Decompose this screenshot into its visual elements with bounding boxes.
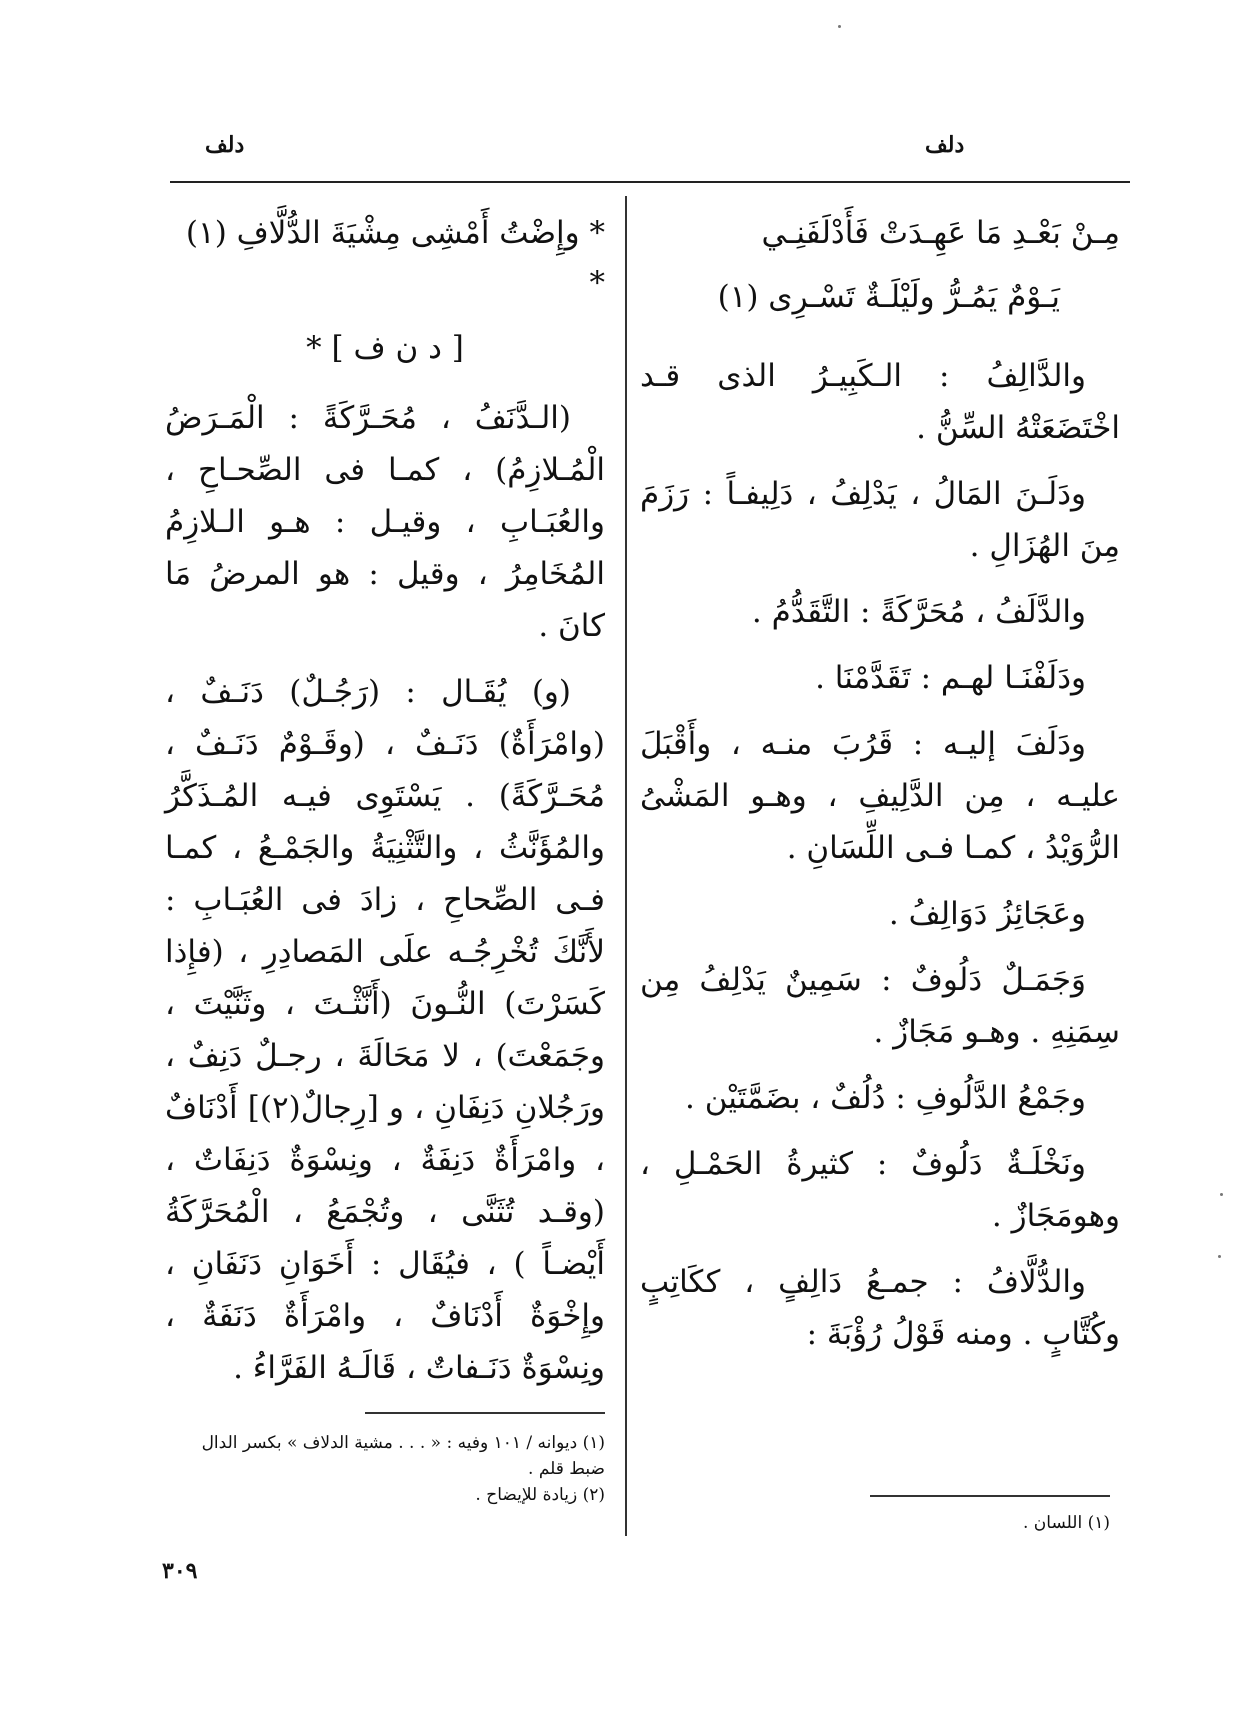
paragraph: (و) يُقَـال : (رَجُـلٌ) دَنَـفٌ ، (وامْرَأَةٌ) دَنَـفٌ ، (وقَـوْمٌ دَنَـفٌ ، مُحَـرَّكَةً) . يَسْتَوِى فيـه المُـذَكَّرُ والمُؤَنَّثُ ، والتَّثْنِيَةُ والجَمْـعُ ، كمـا فـى الصِّحاحِ ، زادَ فى العُبَـابِ : لأَنَّكَ تُخْرِجُـه علَى المَصادِرِ ، (فإِذا كَسَرْتَ) النُّـونَ (أَنَّثْـتَ ، وثَنَّيْتَ ، وجَمَعْتَ) ، لا مَحَالَةَ ، رجـلٌ دَنِفٌ ، ورَجُلانِ دَنِفَانِ ، و [رِجالٌ(٢)] أَدْنَافٌ ، وامْرَأَةٌ دَنِفَةٌ ، ونِسْوَةٌ دَنِفَاتٌ ، (وقـد تُثَنَّى ، وتُجْمَعُ ، الْمُحَرَّكَةُ أَيْضـاً ) ، فيُقَال : أَخَوَانِ دَنَفَانِ ، وإِخْوَةٌ أَدْنَافٌ ، وامْرَأَةٌ دَنَفَةٌ ، ونِسْوَةٌ دَنَـفاتٌ ، قَالَـهُ الفَرَّاءُ . [165, 674, 606, 1386]
paragraph: وعَجَائِزُ دَوَالِفُ . [888, 896, 1086, 932]
header-word-right: دلف [925, 132, 965, 158]
paragraph: والدَّالِفُ : الـكَبِيـرُ الذى قـد اخْتَضَعَتْهُ السِّنُّ . [640, 358, 1120, 446]
footnotes-left [165, 1430, 605, 1508]
paragraph: ودَلَفْنَـا لهـم : تَقَدَّمْنَا . [815, 660, 1086, 696]
paragraph: (الـدَّنَفُ ، مُحَـرَّكَةً : الْمَـرَضُ الْمُـلازِمُ) ، كمـا فى الصِّحـاحِ ، والعُبَـابِ ، وقيـل : هـو الـلازِمُ المُخَامِرُ ، وقيل : هو المرضُ مَا كانَ . [165, 400, 605, 644]
footnote-rule [870, 1495, 1110, 1497]
header-rule [170, 181, 1130, 183]
paragraph: ودَلَـنَ المَالُ ، يَدْلِفُ ، دَلِيفـاً : رَزَمَ مِنَ الهُزَالِ . [640, 476, 1120, 564]
entry-heading: [ د ن ف ] * [306, 330, 464, 366]
footnote-rule [365, 1412, 605, 1414]
scan-speck [1220, 1193, 1223, 1196]
paragraph: والدُّلَّافُ : جمـعُ دَالِفٍ ، ككَاتِبٍ وكُتَّابٍ . ومنه قَوْلُ رُؤْبَةَ : [640, 1264, 1120, 1352]
verse-line: مِـنْ بَعْـدِ مَا عَهِـدَتْ فَأَدْلَفَنِـي [761, 215, 1120, 251]
footnote: (١) اللسان . [1023, 1513, 1110, 1533]
column-divider [625, 196, 627, 1536]
paragraph: وَجَمَـلٌ دَلُوفٌ : سَمِينٌ يَدْلِفُ مِن سِمَنِهِ . وهـو مَجَازٌ . [640, 962, 1120, 1050]
paragraph: والدَّلَفُ ، مُحَرَّكَةً : التَّقَدُّمُ . [751, 594, 1086, 630]
footnote: (١) ديوانه / ١٠١ وفيه : « . . . مشية الدلاف » بكسر الدال ضبط قلم . [201, 1433, 605, 1479]
left-column [165, 208, 605, 1408]
footnote: (٢) زيادة للإيضاح . [475, 1485, 605, 1505]
right-column [640, 208, 1120, 1374]
scan-speck [1218, 1255, 1221, 1258]
paragraph: وجَمْعُ الدَّلُوفِ : دُلُفٌ ، بضَمَّتَيْن . [685, 1080, 1086, 1116]
page-number: ٣٠٩ [162, 1558, 198, 1584]
paragraph: ودَلَفَ إليـه : قَرُبَ منـه ، وأَقْبَلَ عليـه ، مِن الدَّلِيفِ ، وهـو المَشْىُ الرُّوَيْدُ ، كمـا فـى اللِّسَانِ . [640, 726, 1120, 866]
verse-line: يَـوْمٌ يَمُـرُّ ولَيْلَـةٌ تَسْـرِى (١) [717, 279, 1060, 315]
paragraph: ونَخْلَـةٌ دَلُوفٌ : كثيرةُ الحَمْـلِ ، وهومَجَازٌ . [640, 1146, 1120, 1234]
header-word-left: دلف [205, 132, 245, 158]
footnotes-right [640, 1510, 1110, 1536]
scan-speck [838, 25, 841, 28]
verse-line: * وإِضْتُ أَمْشِى مِشْيَةَ الدُّلَّافِ (١) * [185, 215, 605, 301]
